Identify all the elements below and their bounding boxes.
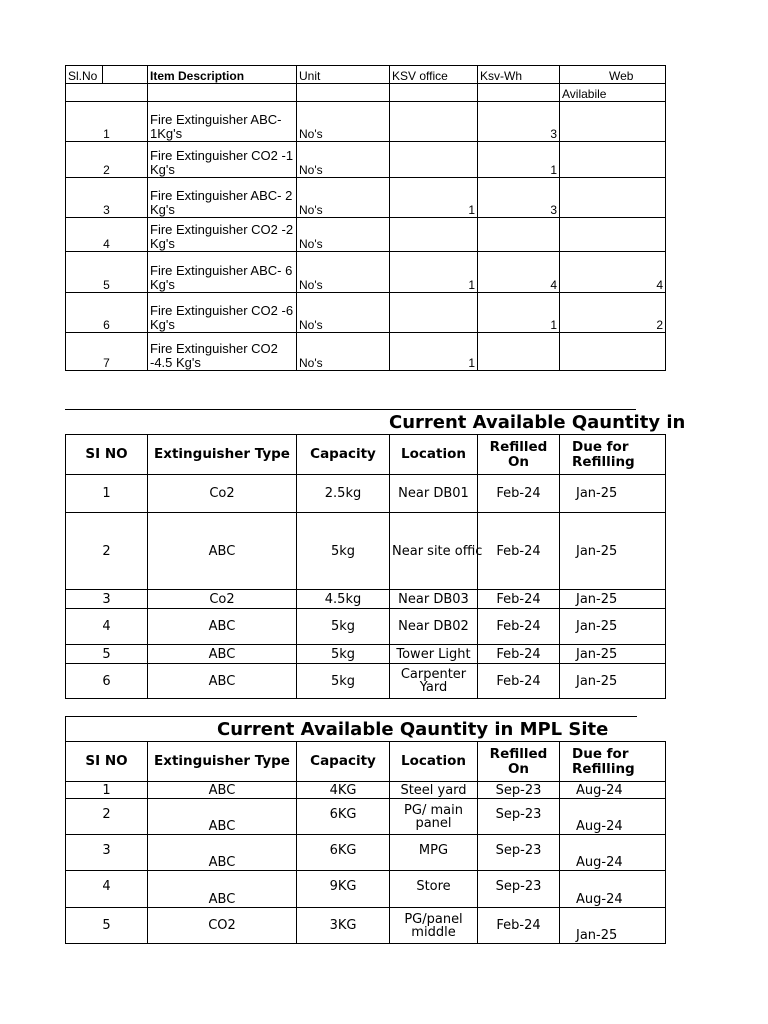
section-title-text: Current Available Qauntity in (389, 412, 686, 433)
subheader-availability: Avilabile (560, 84, 666, 102)
header-sl-no: Sl.No (66, 66, 103, 84)
refilled-on: Feb-24 (478, 645, 560, 664)
table-row (66, 664, 666, 699)
web-qty: 2 (560, 293, 666, 333)
ksv-office-qty: 1 (390, 252, 478, 293)
capacity: 5kg (297, 609, 390, 645)
row-number: 5 (66, 252, 148, 293)
row-number: 4 (66, 609, 148, 645)
table-row (66, 218, 666, 252)
header-blank (103, 66, 148, 84)
capacity: 4.5kg (297, 590, 390, 609)
refilled-on: Feb-24 (478, 513, 560, 590)
extinguisher-type: ABC (148, 799, 297, 835)
header-si-no: SI NO (66, 742, 148, 782)
ksv-wh-qty: 3 (478, 102, 560, 142)
row-number: 1 (66, 475, 148, 513)
row-number: 3 (66, 178, 148, 218)
due-date: Jan-25 (560, 664, 666, 699)
item-unit: No's (297, 333, 390, 371)
location: Near DB03 (390, 590, 478, 609)
due-date: Jan-25 (560, 475, 666, 513)
header-capacity: Capacity (297, 742, 390, 782)
ksv-office-qty: 1 (390, 178, 478, 218)
row-number: 2 (66, 142, 148, 178)
capacity: 2.5kg (297, 475, 390, 513)
table-row (66, 333, 666, 371)
ksv-wh-qty: 4 (478, 252, 560, 293)
header-refilled-on: Refilled On (478, 742, 560, 782)
header-due-for-refilling: Due for Refilling (560, 435, 666, 475)
ksv-wh-qty: 3 (478, 178, 560, 218)
cell-blank (478, 84, 560, 102)
capacity: 6KG (297, 835, 390, 871)
due-date: Jan-25 (560, 609, 666, 645)
header-ksv-office: KSV office (390, 66, 478, 84)
web-qty (560, 178, 666, 218)
ksv-wh-qty (478, 218, 560, 252)
item-description: Fire Extinguisher ABC- 2 Kg's (148, 178, 297, 218)
table-row (66, 835, 666, 871)
table-header-row (66, 742, 666, 782)
section-title-current-site (65, 409, 686, 435)
table-row (66, 475, 666, 513)
table-row (66, 645, 666, 664)
ksv-office-qty: 1 (390, 333, 478, 371)
table-row (66, 252, 666, 293)
header-ksv-wh: Ksv-Wh (478, 66, 560, 84)
table-row (66, 178, 666, 218)
table-row (66, 908, 666, 944)
extinguisher-type: Co2 (148, 590, 297, 609)
table-row (66, 513, 666, 590)
capacity: 5kg (297, 645, 390, 664)
refilled-on: Feb-24 (478, 908, 560, 944)
location: PG/panel middle (390, 908, 478, 944)
due-date: Jan-25 (560, 645, 666, 664)
web-qty (560, 102, 666, 142)
ksv-office-qty (390, 218, 478, 252)
capacity: 9KG (297, 871, 390, 908)
row-number: 3 (66, 590, 148, 609)
cell-blank (66, 84, 148, 102)
extinguisher-type: CO2 (148, 908, 297, 944)
section-title-text: Current Available Qauntity in MPL Site (217, 719, 609, 740)
row-number: 6 (66, 664, 148, 699)
table-row (66, 142, 666, 178)
table-header-row (66, 435, 666, 475)
row-number: 5 (66, 908, 148, 944)
capacity: 5kg (297, 513, 390, 590)
inventory-subheader-row (66, 84, 666, 102)
due-date: Jan-25 (560, 513, 666, 590)
row-number: 4 (66, 218, 148, 252)
location: MPG (390, 835, 478, 871)
item-description: Fire Extinguisher CO2 -6 Kg's (148, 293, 297, 333)
location: Carpenter Yard (390, 664, 478, 699)
ksv-office-qty (390, 142, 478, 178)
ksv-office-qty (390, 293, 478, 333)
header-extinguisher-type: Extinguisher Type (148, 742, 297, 782)
cell-blank (297, 84, 390, 102)
refilled-on: Feb-24 (478, 590, 560, 609)
header-refilled-on: Refilled On (478, 435, 560, 475)
row-number: 1 (66, 782, 148, 799)
row-number: 3 (66, 835, 148, 871)
capacity: 5kg (297, 664, 390, 699)
table-row (66, 799, 666, 835)
location: Store (390, 871, 478, 908)
due-date: Aug-24 (560, 782, 666, 799)
extinguisher-type: Co2 (148, 475, 297, 513)
web-qty (560, 142, 666, 178)
ksv-wh-qty: 1 (478, 293, 560, 333)
due-date: Aug-24 (560, 871, 666, 908)
due-date: Jan-25 (560, 908, 666, 944)
due-date: Aug-24 (560, 799, 666, 835)
refilled-on: Feb-24 (478, 609, 560, 645)
extinguisher-type: ABC (148, 664, 297, 699)
item-unit: No's (297, 252, 390, 293)
extinguisher-type: ABC (148, 513, 297, 590)
extinguisher-type: ABC (148, 645, 297, 664)
location: Tower Light (390, 645, 478, 664)
location: Near DB01 (390, 475, 478, 513)
ksv-office-qty (390, 102, 478, 142)
extinguisher-table-mpl (65, 741, 666, 944)
item-unit: No's (297, 102, 390, 142)
extinguisher-type: ABC (148, 835, 297, 871)
item-description: Fire Extinguisher CO2 -2 Kg's (148, 218, 297, 252)
location: PG/ main panel (390, 799, 478, 835)
cell-blank (390, 84, 478, 102)
extinguisher-type: ABC (148, 782, 297, 799)
refilled-on: Sep-23 (478, 799, 560, 835)
capacity: 6KG (297, 799, 390, 835)
extinguisher-type: ABC (148, 871, 297, 908)
header-location: Location (390, 435, 478, 475)
item-description: Fire Extinguisher CO2 -1 Kg's (148, 142, 297, 178)
due-date: Jan-25 (560, 590, 666, 609)
item-description: Fire Extinguisher CO2 -4.5 Kg's (148, 333, 297, 371)
ksv-wh-qty: 1 (478, 142, 560, 178)
row-number: 6 (66, 293, 148, 333)
table-row (66, 782, 666, 799)
header-unit: Unit (297, 66, 390, 84)
extinguisher-table-current (65, 434, 666, 699)
table-row (66, 609, 666, 645)
table-row (66, 590, 666, 609)
header-location: Location (390, 742, 478, 782)
header-item-description: Item Description (148, 66, 297, 84)
inventory-header-row (66, 66, 666, 84)
table-row (66, 102, 666, 142)
item-unit: No's (297, 142, 390, 178)
row-number: 7 (66, 333, 148, 371)
refilled-on: Sep-23 (478, 871, 560, 908)
location: Steel yard (390, 782, 478, 799)
web-qty: 4 (560, 252, 666, 293)
table-row (66, 293, 666, 333)
capacity: 3KG (297, 908, 390, 944)
header-due-for-refilling: Due for Refilling (560, 742, 666, 782)
extinguisher-type: ABC (148, 609, 297, 645)
web-qty (560, 218, 666, 252)
item-unit: No's (297, 178, 390, 218)
header-extinguisher-type: Extinguisher Type (148, 435, 297, 475)
spreadsheet-page (65, 0, 686, 1024)
row-number: 2 (66, 799, 148, 835)
refilled-on: Sep-23 (478, 835, 560, 871)
web-qty (560, 333, 666, 371)
due-date: Aug-24 (560, 835, 666, 871)
item-description: Fire Extinguisher ABC- 6 Kg's (148, 252, 297, 293)
table-row (66, 871, 666, 908)
refilled-on: Feb-24 (478, 475, 560, 513)
location: Near DB02 (390, 609, 478, 645)
location: Near site offic (390, 513, 478, 590)
refilled-on: Feb-24 (478, 664, 560, 699)
item-unit: No's (297, 293, 390, 333)
section-title-mpl-site (65, 716, 637, 742)
header-web: Web (560, 66, 666, 84)
row-number: 1 (66, 102, 148, 142)
row-number: 2 (66, 513, 148, 590)
capacity: 4KG (297, 782, 390, 799)
header-si-no: SI NO (66, 435, 148, 475)
row-number: 5 (66, 645, 148, 664)
item-unit: No's (297, 218, 390, 252)
row-number: 4 (66, 871, 148, 908)
inventory-table (65, 65, 666, 371)
header-capacity: Capacity (297, 435, 390, 475)
refilled-on: Sep-23 (478, 782, 560, 799)
cell-blank (148, 84, 297, 102)
ksv-wh-qty (478, 333, 560, 371)
item-description: Fire Extinguisher ABC-1Kg's (148, 102, 297, 142)
